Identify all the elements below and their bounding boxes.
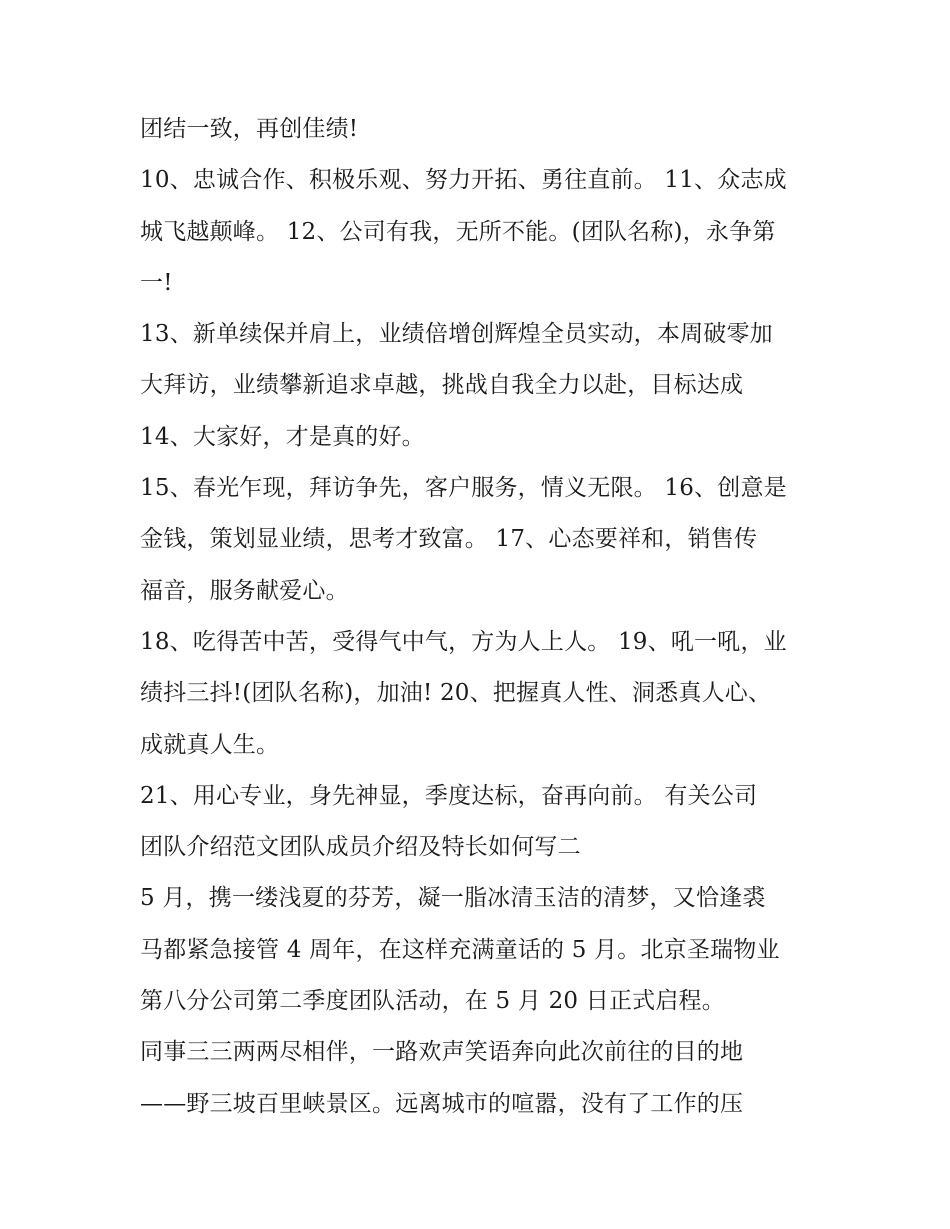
text-line: ——野三坡百里峡景区。远离城市的喧嚣，没有了工作的压 xyxy=(140,1090,744,1117)
text-line: 18、吃得苦中苦，受得气中气，方为人上人。 19、吼一吼，业 xyxy=(140,628,787,655)
text-line: 15、春光乍现，拜访争先，客户服务，情义无限。 16、创意是 xyxy=(140,475,787,502)
text-line: 马都紧急接管 4 周年，在这样充满童话的 5 月。北京圣瑞物业 xyxy=(140,936,780,963)
text-line: 绩抖三抖!(团队名称)，加油! 20、把握真人性、洞悉真人心、 xyxy=(140,680,772,707)
text-line: 10、忠诚合作、积极乐观、努力开拓、勇往直前。 11、众志成 xyxy=(140,167,787,194)
text-line: 21、用心专业，身先神显，季度达标，奋再向前。 有关公司 xyxy=(140,782,758,809)
text-line: 团队介绍范文团队成员介绍及特长如何写二 xyxy=(140,834,581,861)
text-line: 大拜访，业绩攀新追求卓越，挑战自我全力以赴，目标达成 xyxy=(140,372,744,399)
text-line: 14、大家好，才是真的好。 xyxy=(140,423,425,450)
text-line: 成就真人生。 xyxy=(140,731,280,758)
text-line: 金钱，策划显业绩，思考才致富。 17、心态要祥和，销售传 xyxy=(140,526,758,553)
text-line: 福音，服务献爱心。 xyxy=(140,577,349,604)
text-line: 团结一致，再创佳绩! xyxy=(140,116,359,142)
text-line: 同事三三两两尽相伴，一路欢声笑语奔向此次前往的目的地 xyxy=(140,1039,744,1066)
text-line: 13、新单续保并肩上，业绩倍增创辉煌全员实动，本周破零加 xyxy=(140,321,773,348)
text-line: 第八分公司第二季度团队活动，在 5 月 20 日正式启程。 xyxy=(140,988,725,1015)
text-line: 5 月，携一缕浅夏的芬芳，凝一脂冰清玉洁的清梦，又恰逢裘 xyxy=(140,885,766,912)
document-body xyxy=(140,104,830,1130)
text-line: 城飞越颠峰。 12、公司有我，无所不能。(团队名称)，永争第 xyxy=(140,218,776,245)
text-line: 一! xyxy=(140,269,173,296)
